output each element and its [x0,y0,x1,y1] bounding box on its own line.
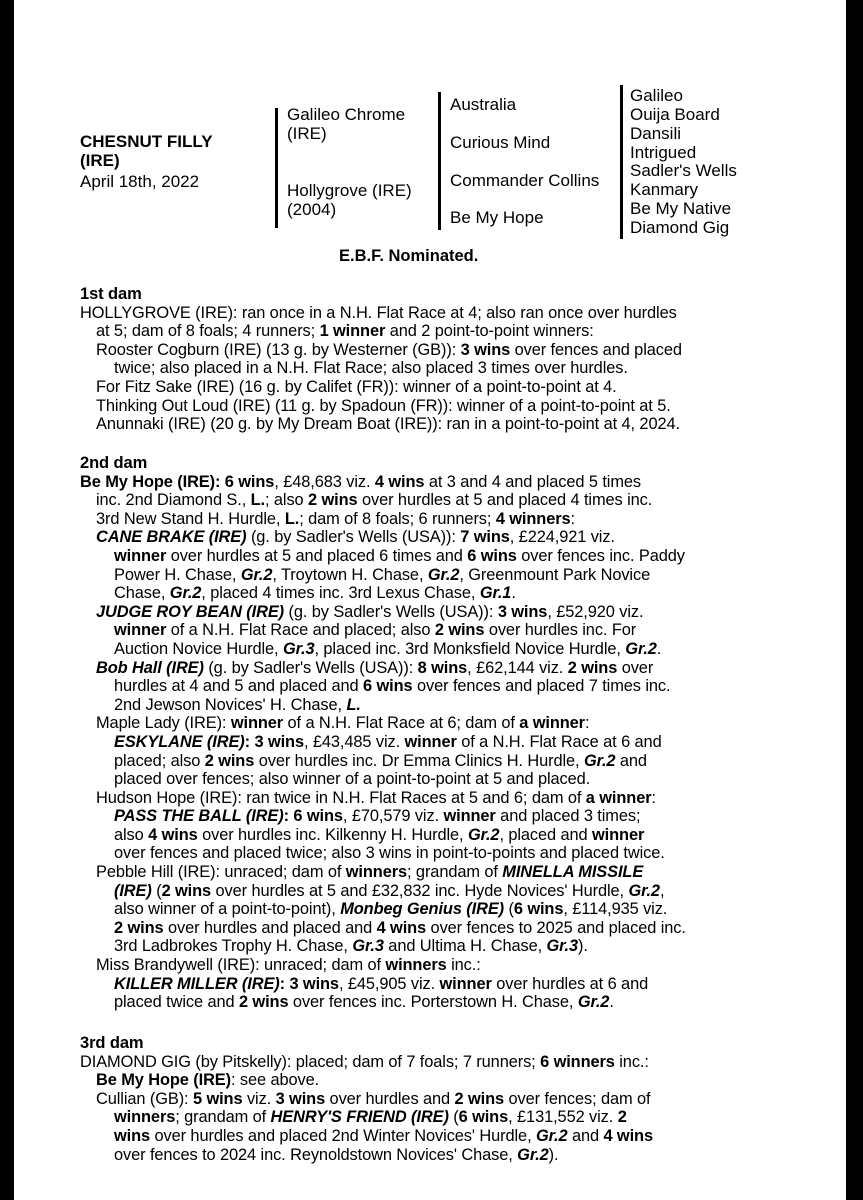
third-dam-line: Be My Hope (IRE): see above. [96,1071,320,1090]
second-dam-line: Pebble Hill (IRE): unraced; dam of winners; grandam of MINELLA MISSILE [96,863,644,882]
first-dam-section [80,285,800,434]
foaling-date: April 18th, 2022 [80,172,200,191]
third-dam-line: DIAMOND GIG (by Pitskelly): placed; dam of 7 foals; 7 runners; 6 winners inc.: [80,1052,649,1071]
second-dam-line: ESKYLANE (IRE): 3 wins, £43,485 viz. winner of a N.H. Flat Race at 6 and [114,732,662,751]
second-dam-line: PASS THE BALL (IRE): 6 wins, £70,579 viz. winner and placed 3 times; [114,807,641,826]
second-dam-line: (IRE) (2 wins over hurdles at 5 and £32,832 inc. Hyde Novices' Hurdle, Gr.2, [114,881,665,900]
ebf-nomination: E.B.F. Nominated. [339,247,479,265]
first-dam-line: Rooster Cogburn (IRE) (13 g. by Westerner (GB)): 3 wins over fences and placed [96,340,682,359]
second-dam-line: 3rd Ladbrokes Trophy H. Chase, Gr.3 and Ultima H. Chase, Gr.3). [114,937,588,956]
third-dam-heading: 3rd dam [80,1034,144,1052]
second-dam-line: placed twice and 2 wins over fences inc. Porterstown H. Chase, Gr.2. [114,993,614,1012]
second-dam-line: Power H. Chase, Gr.2, Troytown H. Chase, Gr.2, Greenmount Park Novice [114,565,651,584]
left-dark-border [0,0,14,1200]
third-dam-section [80,1034,800,1164]
second-dam-line: winner of a N.H. Flat Race and placed; also 2 wins over hurdles inc. For [114,621,637,640]
second-dam-heading: 2nd dam [80,454,148,472]
pedigree-bracket-3 [620,85,623,239]
second-dam-line: Chase, Gr.2, placed 4 times inc. 3rd Lexus Chase, Gr.1. [114,584,516,603]
third-dam-line: over fences to 2024 inc. Reynoldstown Novices' Chase, Gr.2). [114,1145,559,1164]
second-dam-line: placed; also 2 wins over hurdles inc. Dr Emma Clinics H. Hurdle, Gr.2 and [114,751,647,770]
gen3-5: Sadler's Wells [630,161,737,180]
second-dam-line: Be My Hope (IRE): 6 wins, £48,683 viz. 4 wins at 3 and 4 and placed 5 times [80,472,641,491]
first-dam-line: Anunnaki (IRE) (20 g. by My Dream Boat (IRE)): ran in a point-to-point at 4, 2024. [96,415,680,434]
gen3-6: Kanmary [630,180,699,199]
gen2-dam-dam: Be My Hope [450,208,544,227]
gen2-sire-dam: Curious Mind [450,133,551,152]
gen3-7: Be My Native [630,199,732,218]
second-dam-line: inc. 2nd Diamond S., L.; also 2 wins over hurdles at 5 and placed 4 times inc. [96,491,653,510]
second-dam-line: hurdles at 4 and 5 and placed and 6 wins over fences and placed 7 times inc. [114,677,671,696]
horse-origin: (IRE) [80,151,120,170]
third-dam-line: Cullian (GB): 5 wins viz. 3 wins over hurdles and 2 wins over fences; dam of [96,1089,651,1108]
catalogue-page [14,0,846,1200]
gen3-4: Intrigued [630,143,697,162]
first-dam-line: Thinking Out Loud (IRE) (11 g. by Spadoun (FR)): winner of a point-to-point at 5. [96,396,671,415]
gen3-8: Diamond Gig [630,218,730,237]
sire-origin: (IRE) [287,124,327,143]
sire-name: Galileo Chrome [287,105,406,124]
third-dam-line: wins over hurdles and placed 2nd Winter Novices' Hurdle, Gr.2 and 4 wins [114,1126,653,1145]
pedigree-bracket-1 [275,108,278,228]
gen2-sire-sire: Australia [450,95,517,114]
second-dam-line: winner over hurdles at 5 and placed 6 times and 6 wins over fences inc. Paddy [114,546,685,565]
second-dam-line: also winner of a point-to-point), Monbeg Genius (IRE) (6 wins, £114,935 viz. [114,900,668,919]
second-dam-line: CANE BRAKE (IRE) (g. by Sadler's Wells (USA)): 7 wins, £224,921 viz. [96,528,615,547]
pedigree-bracket-2 [438,92,441,230]
horse-name: CHESNUT FILLY [80,132,213,151]
gen3-2: Ouija Board [630,105,720,124]
second-dam-line: Miss Brandywell (IRE): unraced; dam of winners inc.: [96,956,481,975]
gen3-3: Dansili [630,124,682,143]
second-dam-line: 2 wins over hurdles and placed and 4 wins over fences to 2025 and placed inc. [114,918,686,937]
first-dam-line: HOLLYGROVE (IRE): ran once in a N.H. Flat Race at 4; also ran once over hurdles [80,303,677,322]
dam-name: Hollygrove (IRE) [287,181,412,200]
second-dam-line: 3rd New Stand H. Hurdle, L.; dam of 8 foals; 6 runners; 4 winners: [96,509,575,528]
second-dam-section [80,454,800,1012]
second-dam-line: JUDGE ROY BEAN (IRE) (g. by Sadler's Wells (USA)): 3 wins, £52,920 viz. [96,602,644,621]
first-dam-line: twice; also placed in a N.H. Flat Race; also placed 3 times over hurdles. [114,359,628,378]
second-dam-line: Hudson Hope (IRE): ran twice in N.H. Flat Races at 5 and 6; dam of a winner: [96,788,656,807]
second-dam-line: Maple Lady (IRE): winner of a N.H. Flat Race at 6; dam of a winner: [96,714,590,733]
second-dam-line: placed over fences; also winner of a point-to-point at 5 and placed. [114,770,591,789]
gen2-dam-sire: Commander Collins [450,171,600,190]
second-dam-line: also 4 wins over hurdles inc. Kilkenny H. Hurdle, Gr.2, placed and winner [114,825,645,844]
right-dark-border [846,0,863,1200]
dam-year: (2004) [287,200,337,219]
first-dam-line: at 5; dam of 8 foals; 4 runners; 1 winner and 2 point-to-point winners: [96,322,594,341]
gen3-1: Galileo [630,86,683,105]
second-dam-line: Auction Novice Hurdle, Gr.3, placed inc. 3rd Monksfield Novice Hurdle, Gr.2. [114,639,662,658]
third-dam-line: winners; grandam of HENRY'S FRIEND (IRE) (6 wins, £131,552 viz. 2 [114,1108,627,1127]
second-dam-line: over fences and placed twice; also 3 wins in point-to-points and placed twice. [114,844,665,863]
first-dam-line: For Fitz Sake (IRE) (16 g. by Califet (FR)): winner of a point-to-point at 4. [96,377,617,396]
first-dam-heading: 1st dam [80,285,142,303]
second-dam-line: 2nd Jewson Novices' H. Chase, L. [114,695,361,714]
second-dam-line: KILLER MILLER (IRE): 3 wins, £45,905 viz. winner over hurdles at 6 and [114,974,649,993]
second-dam-line: Bob Hall (IRE) (g. by Sadler's Wells (USA)): 8 wins, £62,144 viz. 2 wins over [96,658,654,677]
